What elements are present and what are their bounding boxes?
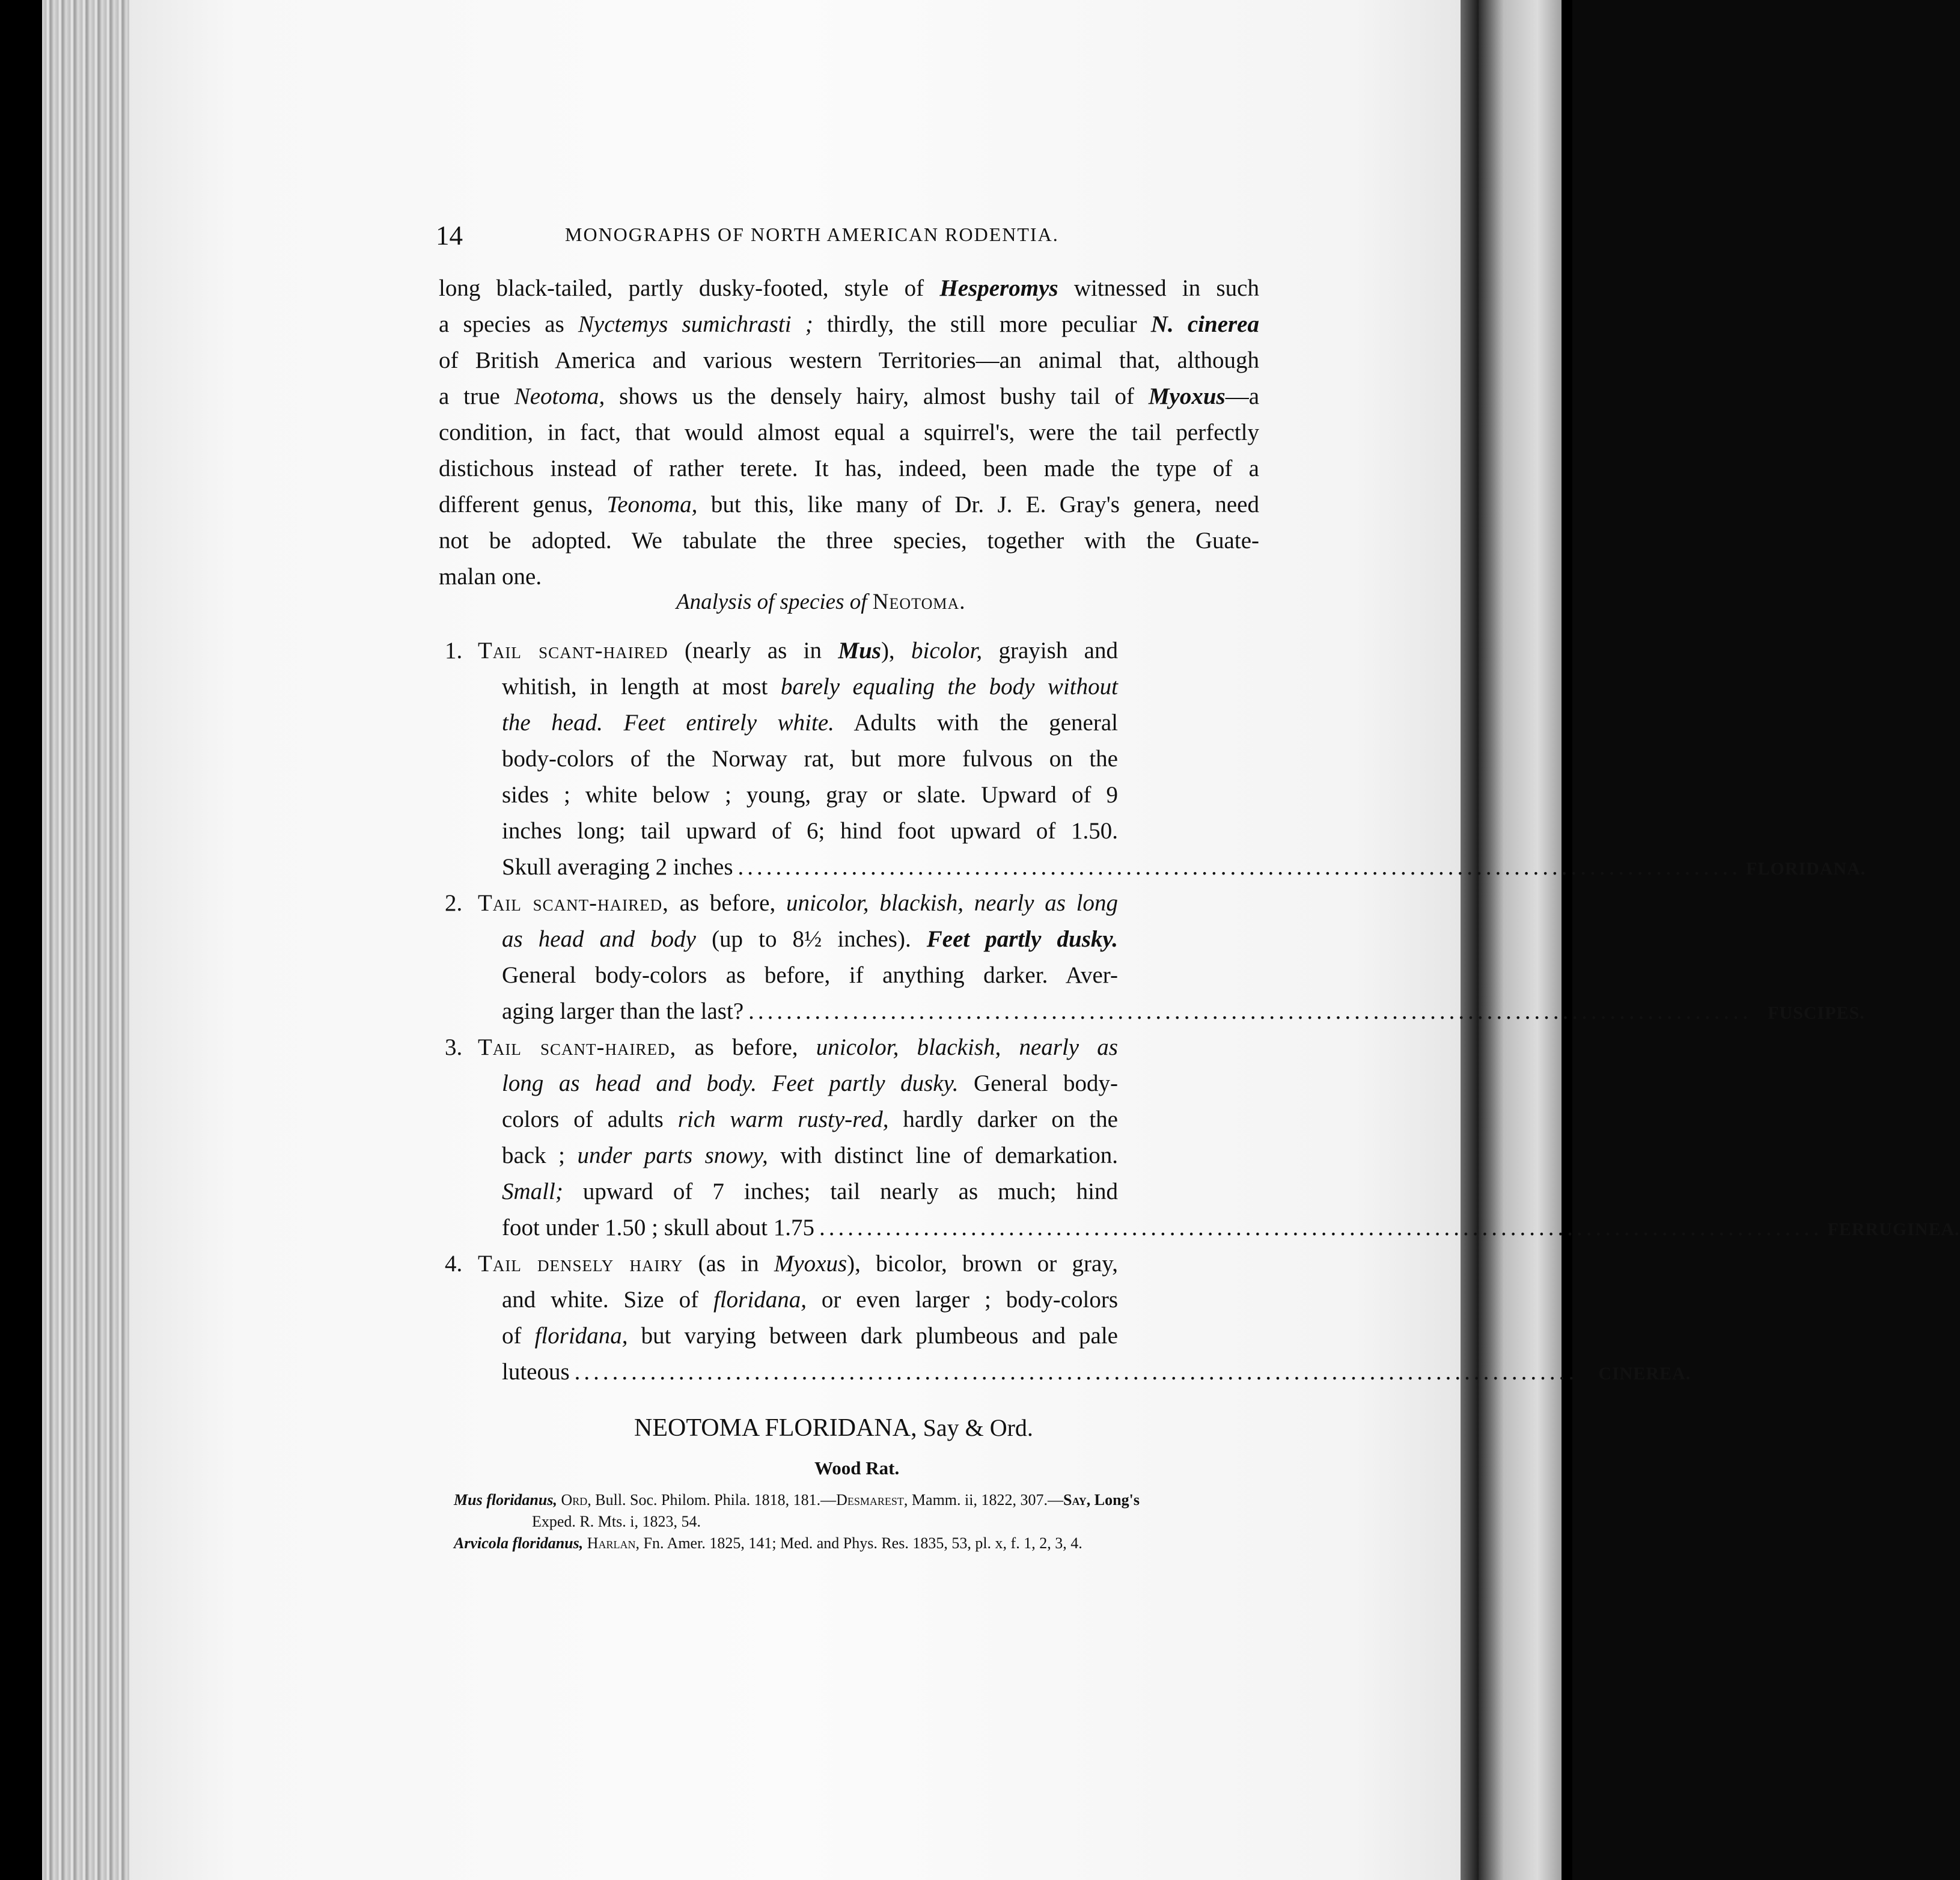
leader-dots: .......................................................................................................... xyxy=(574,1359,1578,1385)
key-entry-fuscipes xyxy=(445,885,1865,1030)
paragraph-line: a true Neotoma, shows us the densely hairy, almost bushy tail of Myoxus—a xyxy=(439,383,1259,409)
paragraph-line: condition, in fact, that would almost equal a squirrel's, were the tail perfectly xyxy=(439,420,1259,445)
synonymy-line: Exped. R. Mts. i, 1823, 54. xyxy=(532,1513,701,1530)
entry-last-line: Skull averaging 2 inches .......................................................................................................... FLORIDANA. xyxy=(445,849,1250,885)
key-entry-floridana xyxy=(445,633,1866,885)
book-gutter xyxy=(1461,0,1479,1880)
entry-number: 3. xyxy=(445,1034,463,1060)
entry-number: 1. xyxy=(445,638,463,664)
species-name: FERRUGINEA. xyxy=(1827,1219,1960,1239)
key-entry-cinerea xyxy=(445,1246,1691,1390)
entry-line: of floridana, but varying between dark plumbeous and pale xyxy=(502,1323,1118,1349)
leader-dots: .......................................................................................................... xyxy=(737,854,1741,880)
analysis-heading: Analysis of species of Neotoma. xyxy=(676,590,966,614)
key-entry-ferruginea xyxy=(445,1030,1960,1246)
species-heading: NEOTOMA FLORIDANA, Say & Ord. xyxy=(634,1414,1033,1442)
entry-line: General body-colors as before, if anything darker. Aver- xyxy=(502,962,1118,988)
paragraph-line: distichous instead of rather terete. It has, indeed, been made the type of a xyxy=(439,456,1259,481)
entry-line: Tail densely hairy (as in Myoxus), bicolor, brown or gray, xyxy=(478,1251,1118,1277)
species-name: FUSCIPES. xyxy=(1768,1003,1865,1023)
species-name: CINEREA. xyxy=(1598,1364,1691,1384)
entry-last-line: luteous .......................................................................................................... CINEREA. xyxy=(445,1354,1250,1390)
common-name: Wood Rat. xyxy=(814,1457,900,1479)
entry-line: whitish, in length at most barely equaling the body without xyxy=(502,674,1118,700)
entry-line: Small; upward of 7 inches; tail nearly as much; hind xyxy=(502,1179,1118,1204)
synonymy-list xyxy=(454,1489,1265,1554)
entry-line: back ; under parts snowy, with distinct line of demarkation. xyxy=(502,1143,1118,1168)
entry-line: sides ; white below ; young, gray or slate. Upward of 9 xyxy=(502,782,1118,808)
page-number: 14 xyxy=(436,221,463,251)
paragraph-line: a species as Nyctemys sumichrasti ; thirdly, the still more peculiar N. cinerea xyxy=(439,311,1259,337)
page-header xyxy=(436,220,1139,256)
entry-number: 4. xyxy=(445,1251,463,1277)
entry-line: inches long; tail upward of 6; hind foot upward of 1.50. xyxy=(502,818,1118,844)
entry-last-line: foot under 1.50 ; skull about 1.75 .......................................................................................................... FERRUGINEA. xyxy=(445,1210,1250,1246)
facing-page-edge xyxy=(1479,0,1563,1880)
paragraph-line: malan one. xyxy=(439,564,542,590)
paragraph-line: not be adopted. We tabulate the three species, together with the Guate- xyxy=(439,528,1259,554)
entry-number: 2. xyxy=(445,890,463,916)
intro-paragraph xyxy=(439,270,1259,595)
entry-line: Tail scant-haired, as before, unicolor, blackish, nearly as xyxy=(478,1034,1118,1060)
paragraph-line: long black-tailed, partly dusky-footed, style of Hesperomys witnessed in such xyxy=(439,275,1259,301)
running-head: MONOGRAPHS OF NORTH AMERICAN RODENTIA. xyxy=(565,224,1059,245)
synonymy-line: Mus floridanus, Ord, Bull. Soc. Philom. Phila. 1818, 181.—Desmarest, Mamm. ii, 1822, 307.—Say, Long's xyxy=(454,1491,1140,1509)
leader-dots: .......................................................................................................... xyxy=(819,1215,1823,1241)
entry-line: colors of adults rich warm rusty-red, hardly darker on the xyxy=(502,1106,1118,1132)
synonymy-line: Arvicola floridanus, Harlan, Fn. Amer. 1825, 141; Med. and Phys. Res. 1835, 53, pl. x, f. 1, 2, 3, 4. xyxy=(454,1534,1082,1552)
leader-dots: .......................................................................................................... xyxy=(748,998,1752,1024)
entry-line: Tail scant-haired, as before, unicolor, blackish, nearly as long xyxy=(478,890,1118,916)
entry-line: Tail scant-haired (nearly as in Mus), bicolor, grayish and xyxy=(478,638,1118,664)
entry-line: and white. Size of floridana, or even larger ; body-colors xyxy=(502,1287,1119,1313)
entry-line: the head. Feet entirely white. Adults with the general xyxy=(502,710,1118,736)
paragraph-line: different genus, Teonoma, but this, like many of Dr. J. E. Gray's genera, need xyxy=(439,492,1259,517)
entry-last-line: aging larger than the last? .......................................................................................................... FUSCIPES. xyxy=(445,993,1250,1030)
page-edges-stack xyxy=(42,0,132,1880)
paragraph-line: of British America and various western Territories—an animal that, although xyxy=(439,347,1259,373)
scan-border-right xyxy=(1562,0,1572,1880)
entry-line: body-colors of the Norway rat, but more fulvous on the xyxy=(502,746,1118,772)
entry-line: as head and body (up to 8½ inches). Feet partly dusky. xyxy=(502,926,1118,952)
species-key xyxy=(445,633,1960,1390)
entry-line: long as head and body. Feet partly dusky. General body- xyxy=(502,1070,1119,1096)
species-name: FLORIDANA. xyxy=(1746,859,1866,879)
scan-border-left xyxy=(0,0,42,1880)
